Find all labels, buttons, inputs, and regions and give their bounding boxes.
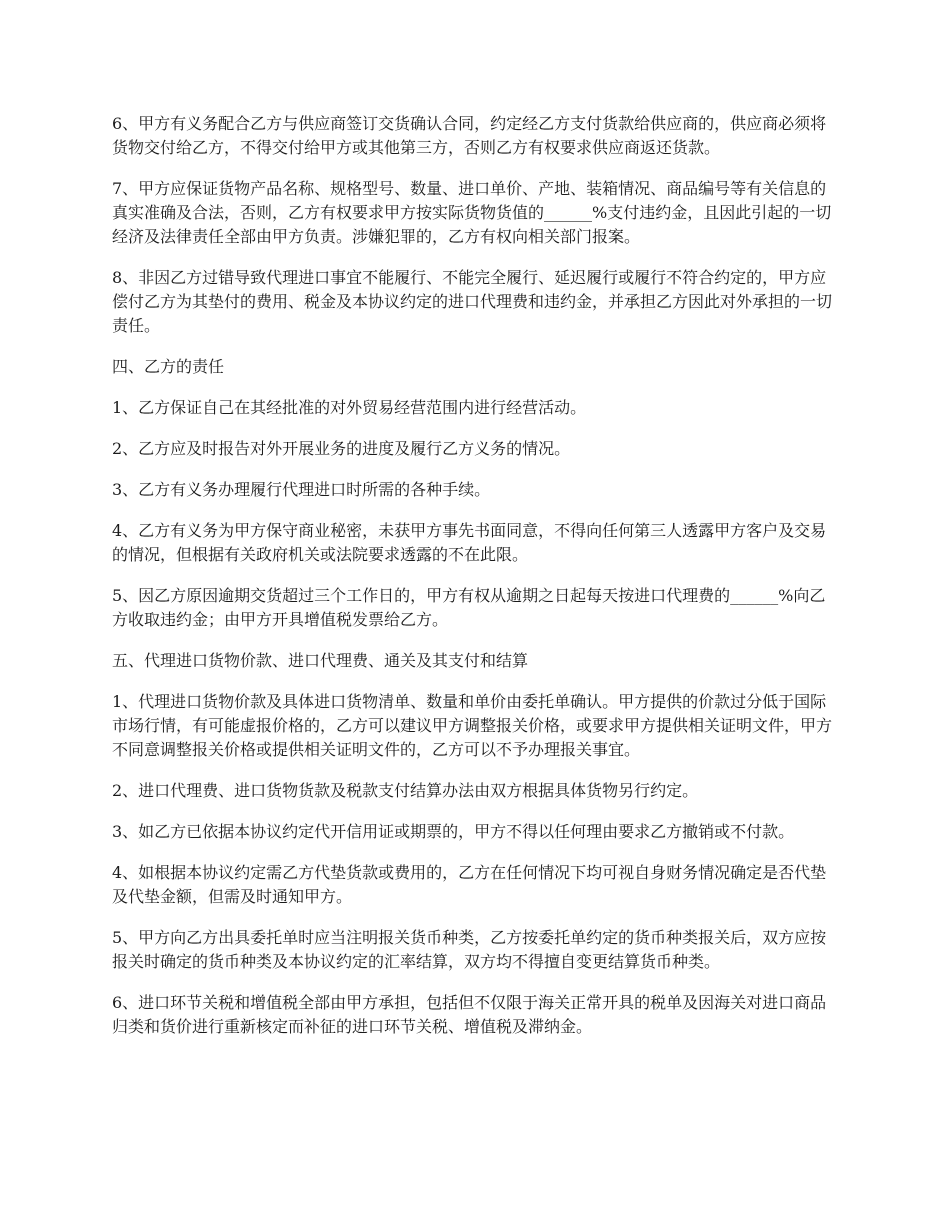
clause-4-4: 4、乙方有义务为甲方保守商业秘密，未获甲方事先书面同意，不得向任何第三人透露甲方客户及交易的情况，但根据有关政府机关或法院要求透露的不在此限。 <box>112 521 827 564</box>
section-heading-4: 四、乙方的责任 <box>112 357 225 376</box>
section-heading-5: 五、代理进口货物价款、进口代理费、通关及其支付和结算 <box>112 651 529 670</box>
clause-5-5: 5、甲方向乙方出具委托单时应当注明报关货币种类，乙方按委托单约定的货币种类报关后，双方应按报关时确定的货币种类及本协议约定的汇率结算，双方均不得擅自变更结算货币种类。 <box>112 928 827 971</box>
clause-5-6: 6、进口环节关税和增值税全部由甲方承担，包括但不仅限于海关正常开具的税单及因海关对进口商品归类和货价进行重新核定而补征的进口环节关税、增值税及滞纳金。 <box>112 993 827 1036</box>
clause-3-7: 7、甲方应保证货物产品名称、规格型号、数量、进口单价、产地、装箱情况、商品编号等有关信息的真实准确及合法，否则，乙方有权要求甲方按实际货物货值的______%支付违约金，且因此引起的一切经济及法律责任全部由甲方负责。涉嫌犯罪的，乙方有权向相关部门报案。 <box>112 179 832 246</box>
clause-4-5: 5、因乙方原因逾期交货超过三个工作日的，甲方有权从逾期之日起每天按进口代理费的______%向乙方收取违约金；由甲方开具增值税发票给乙方。 <box>112 586 826 629</box>
clause-5-3: 3、如乙方已依据本协议约定代开信用证或期票的，甲方不得以任何理由要求乙方撤销或不付款。 <box>112 822 795 841</box>
clause-3-8: 8、非因乙方过错导致代理进口事宜不能履行、不能完全履行、延迟履行或履行不符合约定的，甲方应偿付乙方为其垫付的费用、税金及本协议约定的进口代理费和违约金，并承担乙方因此对外承担的一切责任。 <box>112 268 833 335</box>
clause-4-3: 3、乙方有义务办理履行代理进口时所需的各种手续。 <box>112 480 491 499</box>
document-page <box>112 112 840 1056</box>
clause-5-4: 4、如根据本协议约定需乙方代垫货款或费用的，乙方在任何情况下均可视自身财务情况确定是否代垫及代垫金额，但需及时通知甲方。 <box>112 863 827 906</box>
clause-5-1: 1、代理进口货物价款及具体进口货物清单、数量和单价由委托单确认。甲方提供的价款过分低于国际市场行情，有可能虚报价格的，乙方可以建议甲方调整报关价格，或要求甲方提供相关证明文件，甲方不同意调整报关价格或提供相关证明文件的，乙方可以不予办理报关事宜。 <box>112 692 833 759</box>
clause-4-2: 2、乙方应及时报告对外开展业务的进度及履行乙方义务的情况。 <box>112 439 571 458</box>
clause-3-6: 6、甲方有义务配合乙方与供应商签订交货确认合同，约定经乙方支付货款给供应商的，供应商必须将货物交付给乙方，不得交付给甲方或其他第三方，否则乙方有权要求供应商返还货款。 <box>112 114 827 157</box>
clause-5-2: 2、进口代理费、进口货物货款及税款支付结算办法由双方根据具体货物另行约定。 <box>112 781 699 800</box>
clause-4-1: 1、乙方保证自己在其经批准的对外贸易经营范围内进行经营活动。 <box>112 398 587 417</box>
